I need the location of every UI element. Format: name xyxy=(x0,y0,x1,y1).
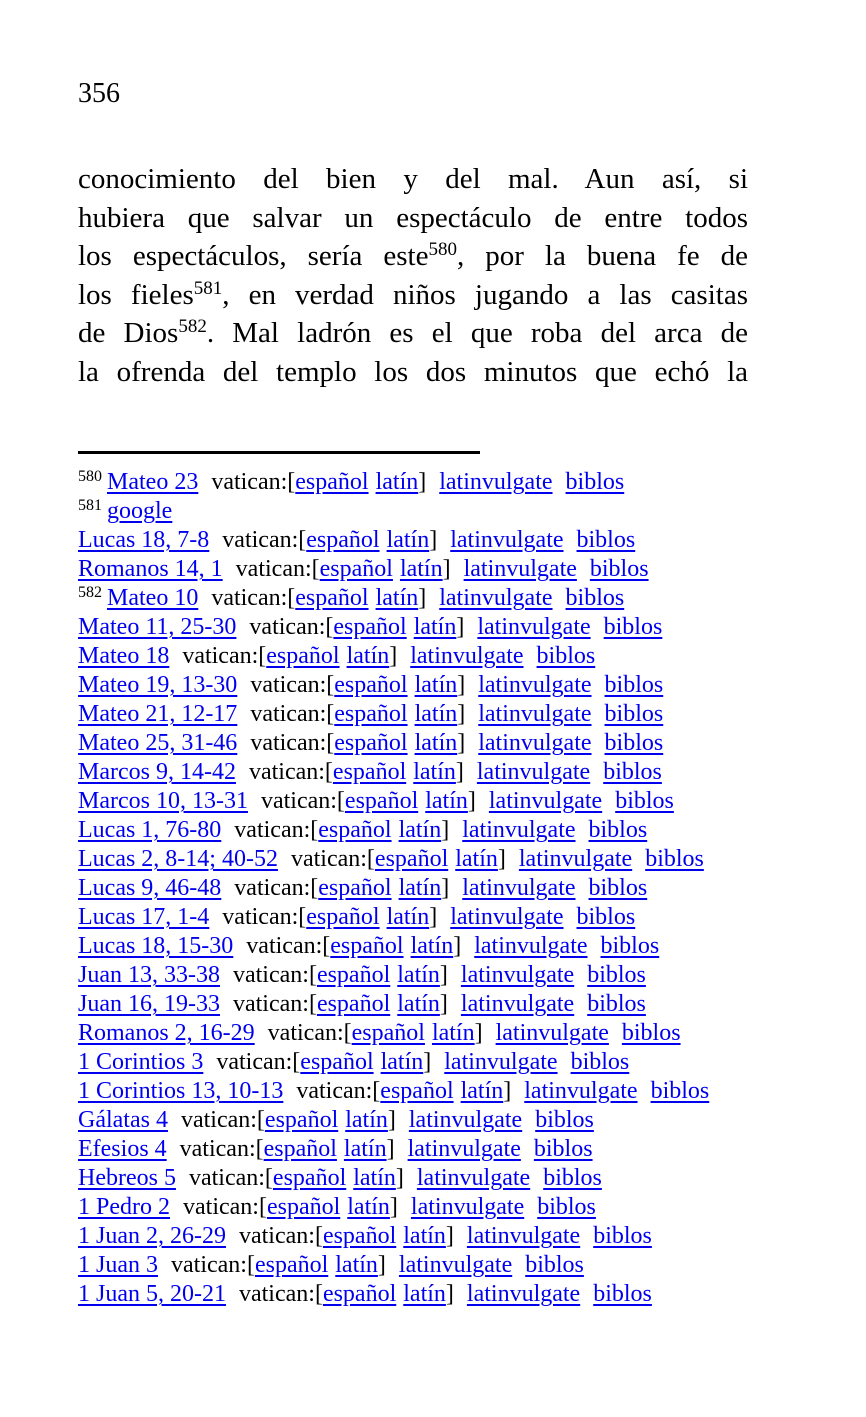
text-run: . Mal ladrón es el que roba del arca de xyxy=(206,317,748,349)
body-paragraph xyxy=(78,160,748,391)
vatican-espanol-link[interactable]: español xyxy=(316,962,391,988)
footnote-ref-link[interactable]: Mateo 10 xyxy=(107,585,199,611)
footnote-ref-link[interactable]: Mateo 21, 12-17 xyxy=(78,701,238,727)
latinvulgate-link[interactable]: latinvulgate xyxy=(478,701,592,727)
vatican-espanol-link[interactable]: español xyxy=(318,817,392,843)
vatican-prefix: vatican:[ xyxy=(238,1281,323,1307)
latinvulgate-link[interactable]: latinvulgate xyxy=(478,672,592,698)
bracket-close: ] xyxy=(453,933,462,959)
biblos-link[interactable]: biblos xyxy=(565,469,625,495)
latinvulgate-link[interactable]: latinvulgate xyxy=(444,1049,558,1075)
footnote-row xyxy=(78,584,816,613)
footnote-ref-link[interactable]: Romanos 2, 16-29 xyxy=(78,1020,255,1046)
vatican-prefix: vatican:[ xyxy=(183,1194,267,1220)
vatican-espanol-link[interactable]: español xyxy=(254,1252,329,1278)
footnote-row xyxy=(78,1019,816,1048)
latinvulgate-link[interactable]: latinvulgate xyxy=(450,904,564,930)
vatican-latin-link[interactable]: latín xyxy=(431,1020,475,1046)
vatican-espanol-link[interactable]: español xyxy=(306,904,380,930)
text-run: , por la buena fe de xyxy=(456,240,748,272)
vatican-espanol-link[interactable]: español xyxy=(334,730,408,756)
latinvulgate-link[interactable]: latinvulgate xyxy=(476,759,591,785)
vatican-prefix: vatican:[ xyxy=(222,904,307,930)
biblos-link[interactable]: biblos xyxy=(645,846,704,872)
vatican-prefix: vatican:[ xyxy=(248,759,333,785)
vatican-espanol-link[interactable]: español xyxy=(272,1165,347,1191)
vatican-prefix: vatican:[ xyxy=(290,846,375,872)
footnote-row xyxy=(78,671,816,700)
vatican-latin-link[interactable]: latín xyxy=(397,991,440,1017)
bracket-close: ] xyxy=(457,672,466,698)
vatican-espanol-link[interactable]: español xyxy=(330,933,404,959)
text-run: de Dios xyxy=(78,317,179,349)
vatican-prefix: vatican:[ xyxy=(250,672,335,698)
latinvulgate-link[interactable]: latinvulgate xyxy=(466,1223,581,1249)
vatican-prefix: vatican:[ xyxy=(211,469,296,495)
vatican-latin-link[interactable]: latín xyxy=(414,672,458,698)
vatican-espanol-link[interactable]: español xyxy=(322,1223,397,1249)
vatican-prefix: vatican:[ xyxy=(216,1049,301,1075)
latinvulgate-link[interactable]: latinvulgate xyxy=(478,730,592,756)
latinvulgate-link[interactable]: latinvulgate xyxy=(488,788,603,814)
vatican-latin-link[interactable]: latín xyxy=(414,701,458,727)
vatican-prefix: vatican:[ xyxy=(171,1252,255,1278)
footnote-ref-link[interactable]: 1 Juan 5, 20-21 xyxy=(78,1281,226,1307)
footnote-ref-link[interactable]: Mateo 19, 13-30 xyxy=(78,672,238,698)
biblos-link[interactable]: biblos xyxy=(589,556,649,582)
footnote-ref-link[interactable]: Juan 16, 19-33 xyxy=(78,991,220,1017)
bracket-close: ] xyxy=(386,1136,395,1162)
vatican-espanol-link[interactable]: español xyxy=(300,1049,374,1075)
text-line xyxy=(78,276,748,315)
footnote-ref-link[interactable]: Mateo 25, 31-46 xyxy=(78,730,238,756)
footnote-row xyxy=(78,555,816,584)
footnote-ref-link[interactable]: Gálatas 4 xyxy=(78,1107,168,1133)
vatican-prefix: vatican:[ xyxy=(188,1165,273,1191)
vatican-espanol-link[interactable]: español xyxy=(344,788,419,814)
vatican-latin-link[interactable]: latín xyxy=(413,759,456,785)
vatican-prefix: vatican:[ xyxy=(250,701,335,727)
biblos-link[interactable]: biblos xyxy=(525,1252,584,1278)
vatican-latin-link[interactable]: latín xyxy=(386,527,430,553)
vatican-prefix: vatican:[ xyxy=(296,1078,381,1104)
vatican-espanol-link[interactable]: español xyxy=(332,759,407,785)
bracket-close: ] xyxy=(377,1252,386,1278)
footnote-ref-link[interactable]: 1 Juan 3 xyxy=(78,1252,158,1278)
latinvulgate-link[interactable]: latinvulgate xyxy=(416,1165,531,1191)
text-run: , en verdad niños jugando a las casitas xyxy=(222,278,748,311)
text-line xyxy=(78,160,748,199)
vatican-latin-link[interactable]: latín xyxy=(386,904,430,930)
footnote-ref-link[interactable]: Lucas 2, 8-14; 40-52 xyxy=(78,846,278,872)
biblos-link[interactable]: biblos xyxy=(587,991,646,1017)
vatican-espanol-link[interactable]: español xyxy=(318,875,392,901)
footnote-ref-link[interactable]: 1 Corintios 13, 10-13 xyxy=(78,1078,284,1104)
vatican-prefix: vatican:[ xyxy=(211,585,296,611)
biblos-link[interactable]: biblos xyxy=(576,904,636,930)
vatican-latin-link[interactable]: latín xyxy=(335,1252,378,1278)
footnote-row xyxy=(78,468,816,497)
text-line xyxy=(78,353,748,392)
vatican-latin-link[interactable]: latín xyxy=(343,1136,387,1162)
footnote-row xyxy=(78,1106,816,1135)
footnote-row xyxy=(78,1135,816,1164)
biblos-link[interactable]: biblos xyxy=(565,585,625,611)
bracket-close: ] xyxy=(429,527,438,553)
latinvulgate-link[interactable]: latinvulgate xyxy=(463,556,577,582)
footnotes-section xyxy=(78,468,816,1309)
biblos-link[interactable]: biblos xyxy=(535,1107,594,1133)
footnote-number: 582 xyxy=(78,584,102,601)
bracket-close: ] xyxy=(445,1281,454,1307)
vatican-prefix: vatican:[ xyxy=(238,1223,323,1249)
biblos-link[interactable]: biblos xyxy=(650,1078,710,1104)
footnote-ref-link[interactable]: Marcos 10, 13-31 xyxy=(78,788,248,814)
footnote-ref-link[interactable]: google xyxy=(107,498,173,524)
footnote-ref-link[interactable]: Mateo 23 xyxy=(107,469,199,495)
footnote-row xyxy=(78,613,816,642)
footnote-row xyxy=(78,642,816,671)
footnote-separator xyxy=(78,451,480,454)
bracket-close: ] xyxy=(423,1049,432,1075)
footnote-ref-link[interactable]: Efesios 4 xyxy=(78,1136,167,1162)
latinvulgate-link[interactable]: latinvulgate xyxy=(398,1252,513,1278)
vatican-latin-link[interactable]: latín xyxy=(455,846,498,872)
text-run: los espectáculos, sería este xyxy=(78,240,429,272)
vatican-prefix: vatican:[ xyxy=(222,527,307,553)
footnote-ref-link[interactable]: Mateo 18 xyxy=(78,643,170,669)
latinvulgate-link[interactable]: latinvulgate xyxy=(462,875,576,901)
footnote-row xyxy=(78,729,816,758)
biblos-link[interactable]: biblos xyxy=(536,643,596,669)
biblos-link[interactable]: biblos xyxy=(537,1194,596,1220)
bracket-close: ] xyxy=(467,788,476,814)
latinvulgate-link[interactable]: latinvulgate xyxy=(474,933,588,959)
latinvulgate-link[interactable]: latinvulgate xyxy=(408,1107,523,1133)
bracket-close: ] xyxy=(395,1165,404,1191)
footnote-ref-link[interactable]: Marcos 9, 14-42 xyxy=(78,759,236,785)
latinvulgate-link[interactable]: latinvulgate xyxy=(439,585,553,611)
footnote-marker: 581 xyxy=(193,277,223,299)
latinvulgate-link[interactable]: latinvulgate xyxy=(439,469,553,495)
vatican-latin-link[interactable]: latín xyxy=(398,875,442,901)
vatican-latin-link[interactable]: latín xyxy=(346,643,390,669)
bracket-close: ] xyxy=(503,1078,512,1104)
latinvulgate-link[interactable]: latinvulgate xyxy=(518,846,633,872)
biblos-link[interactable]: biblos xyxy=(593,1223,652,1249)
biblos-link[interactable]: biblos xyxy=(588,875,648,901)
bracket-close: ] xyxy=(457,730,466,756)
bracket-close: ] xyxy=(441,875,450,901)
footnote-ref-link[interactable]: Lucas 1, 76-80 xyxy=(78,817,222,843)
biblos-link[interactable]: biblos xyxy=(604,730,664,756)
vatican-latin-link[interactable]: latín xyxy=(403,1281,446,1307)
bracket-close: ] xyxy=(445,1223,454,1249)
bracket-close: ] xyxy=(429,904,438,930)
text-run: hubiera que salvar un espectáculo de entre todos xyxy=(78,201,748,234)
vatican-prefix: vatican:[ xyxy=(179,1136,264,1162)
latinvulgate-link[interactable]: latinvulgate xyxy=(460,991,575,1017)
footnote-row xyxy=(78,816,816,845)
bracket-close: ] xyxy=(474,1020,483,1046)
footnote-row xyxy=(78,497,816,526)
bracket-close: ] xyxy=(389,643,398,669)
vatican-prefix: vatican:[ xyxy=(267,1020,352,1046)
bracket-close: ] xyxy=(389,1194,398,1220)
vatican-espanol-link[interactable]: español xyxy=(380,1078,454,1104)
footnote-ref-link[interactable]: Lucas 17, 1-4 xyxy=(78,904,210,930)
vatican-prefix: vatican:[ xyxy=(246,933,331,959)
bracket-close: ] xyxy=(418,585,427,611)
biblos-link[interactable]: biblos xyxy=(533,1136,593,1162)
footnote-row xyxy=(78,961,816,990)
page-number: 356 xyxy=(78,78,120,109)
vatican-prefix: vatican:[ xyxy=(235,556,320,582)
footnote-row xyxy=(78,845,816,874)
vatican-espanol-link[interactable]: español xyxy=(264,1107,339,1133)
biblos-link[interactable]: biblos xyxy=(587,962,646,988)
latinvulgate-link[interactable]: latinvulgate xyxy=(460,962,575,988)
vatican-espanol-link[interactable]: español xyxy=(263,1136,337,1162)
biblos-link[interactable]: biblos xyxy=(621,1020,681,1046)
latinvulgate-link[interactable]: latinvulgate xyxy=(450,527,564,553)
biblos-link[interactable]: biblos xyxy=(543,1165,602,1191)
footnote-row xyxy=(78,990,816,1019)
footnote-row xyxy=(78,758,816,787)
footnote-row xyxy=(78,1222,816,1251)
vatican-latin-link[interactable]: latín xyxy=(375,469,419,495)
biblos-link[interactable]: biblos xyxy=(570,1049,630,1075)
vatican-espanol-link[interactable]: español xyxy=(316,991,391,1017)
footnote-row xyxy=(78,874,816,903)
vatican-prefix: vatican:[ xyxy=(232,991,317,1017)
bracket-close: ] xyxy=(497,846,506,872)
footnote-ref-link[interactable]: Lucas 18, 15-30 xyxy=(78,933,234,959)
bracket-close: ] xyxy=(441,817,450,843)
vatican-latin-link[interactable]: latín xyxy=(414,730,458,756)
biblos-link[interactable]: biblos xyxy=(603,759,662,785)
vatican-espanol-link[interactable]: español xyxy=(334,672,408,698)
vatican-prefix: vatican:[ xyxy=(234,817,319,843)
bracket-close: ] xyxy=(418,469,427,495)
footnote-ref-link[interactable]: Lucas 9, 46-48 xyxy=(78,875,222,901)
footnote-ref-link[interactable]: Mateo 11, 25-30 xyxy=(78,614,237,640)
vatican-latin-link[interactable]: latín xyxy=(398,817,442,843)
vatican-prefix: vatican:[ xyxy=(249,614,334,640)
bracket-close: ] xyxy=(387,1107,396,1133)
footnote-number: 581 xyxy=(78,497,102,514)
footnote-ref-link[interactable]: 1 Corintios 3 xyxy=(78,1049,204,1075)
latinvulgate-link[interactable]: latinvulgate xyxy=(524,1078,638,1104)
text-line xyxy=(78,237,748,276)
vatican-espanol-link[interactable]: español xyxy=(374,846,449,872)
footnote-ref-link[interactable]: 1 Pedro 2 xyxy=(78,1194,170,1220)
vatican-latin-link[interactable]: latín xyxy=(399,556,443,582)
vatican-prefix: vatican:[ xyxy=(232,962,317,988)
biblos-link[interactable]: biblos xyxy=(603,614,663,640)
footnote-row xyxy=(78,903,816,932)
footnote-row xyxy=(78,1280,816,1309)
footnote-ref-link[interactable]: Lucas 18, 7-8 xyxy=(78,527,210,553)
text-run: conocimiento del bien y del mal. Aun así, si xyxy=(78,163,748,195)
biblos-link[interactable]: biblos xyxy=(615,788,674,814)
vatican-latin-link[interactable]: latín xyxy=(397,962,440,988)
vatican-espanol-link[interactable]: español xyxy=(266,643,340,669)
latinvulgate-link[interactable]: latinvulgate xyxy=(407,1136,521,1162)
biblos-link[interactable]: biblos xyxy=(604,672,664,698)
vatican-latin-link[interactable]: latín xyxy=(403,1223,446,1249)
vatican-prefix: vatican:[ xyxy=(180,1107,265,1133)
vatican-latin-link[interactable]: latín xyxy=(345,1107,388,1133)
vatican-latin-link[interactable]: latín xyxy=(380,1049,424,1075)
footnote-ref-link[interactable]: Hebreos 5 xyxy=(78,1165,176,1191)
vatican-prefix: vatican:[ xyxy=(250,730,335,756)
bracket-close: ] xyxy=(455,759,464,785)
vatican-latin-link[interactable]: latín xyxy=(413,614,457,640)
text-line xyxy=(78,314,748,353)
footnote-ref-link[interactable]: 1 Juan 2, 26-29 xyxy=(78,1223,226,1249)
latinvulgate-link[interactable]: latinvulgate xyxy=(495,1020,609,1046)
footnote-ref-link[interactable]: Juan 13, 33-38 xyxy=(78,962,220,988)
footnote-row xyxy=(78,1164,816,1193)
biblos-link[interactable]: biblos xyxy=(604,701,664,727)
vatican-latin-link[interactable]: latín xyxy=(375,585,419,611)
latinvulgate-link[interactable]: latinvulgate xyxy=(410,1194,525,1220)
vatican-espanol-link[interactable]: español xyxy=(266,1194,341,1220)
latinvulgate-link[interactable]: latinvulgate xyxy=(477,614,591,640)
vatican-espanol-link[interactable]: español xyxy=(295,469,369,495)
vatican-prefix: vatican:[ xyxy=(260,788,345,814)
footnote-marker: 582 xyxy=(178,316,207,337)
footnote-row xyxy=(78,526,816,555)
vatican-prefix: vatican:[ xyxy=(182,643,267,669)
footnote-row xyxy=(78,932,816,961)
text-line xyxy=(78,199,748,238)
footnote-row xyxy=(78,700,816,729)
vatican-latin-link[interactable]: latín xyxy=(425,788,468,814)
bracket-close: ] xyxy=(442,556,451,582)
biblos-link[interactable]: biblos xyxy=(588,817,648,843)
biblos-link[interactable]: biblos xyxy=(576,527,636,553)
footnote-row xyxy=(78,1251,816,1280)
vatican-latin-link[interactable]: latín xyxy=(347,1194,390,1220)
vatican-latin-link[interactable]: latín xyxy=(460,1078,504,1104)
footnote-row xyxy=(78,1077,816,1106)
bracket-close: ] xyxy=(457,701,466,727)
bracket-close: ] xyxy=(439,991,448,1017)
footnote-marker: 580 xyxy=(428,239,457,260)
vatican-latin-link[interactable]: latín xyxy=(353,1165,396,1191)
vatican-latin-link[interactable]: latín xyxy=(410,933,454,959)
bracket-close: ] xyxy=(439,962,448,988)
bracket-close: ] xyxy=(456,614,465,640)
biblos-link[interactable]: biblos xyxy=(600,933,660,959)
vatican-espanol-link[interactable]: español xyxy=(334,701,408,727)
footnote-row xyxy=(78,787,816,816)
vatican-espanol-link[interactable]: español xyxy=(322,1281,397,1307)
vatican-prefix: vatican:[ xyxy=(234,875,319,901)
footnote-row xyxy=(78,1193,816,1222)
vatican-espanol-link[interactable]: español xyxy=(306,527,380,553)
vatican-espanol-link[interactable]: español xyxy=(295,585,369,611)
latinvulgate-link[interactable]: latinvulgate xyxy=(410,643,524,669)
latinvulgate-link[interactable]: latinvulgate xyxy=(466,1281,581,1307)
vatican-espanol-link[interactable]: español xyxy=(319,556,393,582)
text-run: los fieles xyxy=(78,278,194,311)
biblos-link[interactable]: biblos xyxy=(593,1281,652,1307)
latinvulgate-link[interactable]: latinvulgate xyxy=(462,817,576,843)
footnote-row xyxy=(78,1048,816,1077)
footnote-number: 580 xyxy=(78,468,102,485)
vatican-espanol-link[interactable]: español xyxy=(351,1020,425,1046)
vatican-espanol-link[interactable]: español xyxy=(333,614,407,640)
text-run: la ofrenda del templo los dos minutos que echó la xyxy=(78,355,748,388)
footnote-ref-link[interactable]: Romanos 14, 1 xyxy=(78,556,223,582)
